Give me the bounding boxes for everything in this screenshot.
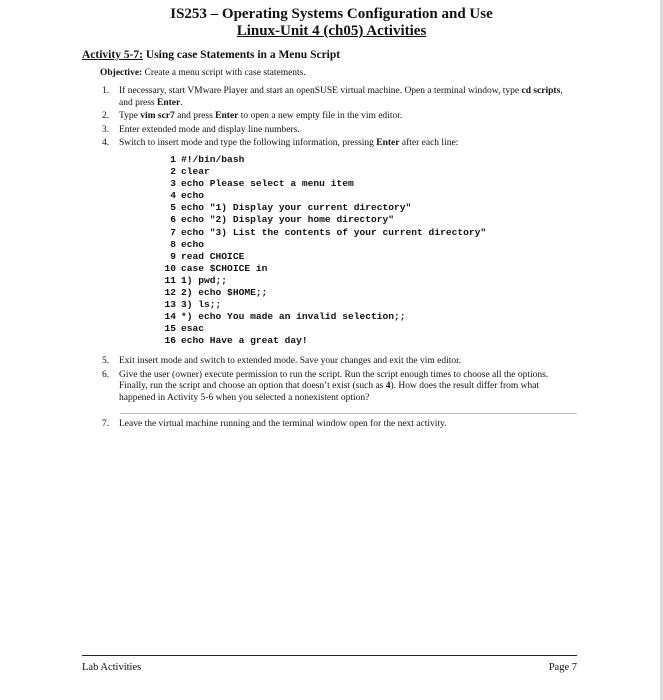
line-number: 14 — [164, 311, 176, 323]
step-text: Switch to insert mode and type the following information, pressing — [119, 138, 377, 148]
document-subtitle: Linux-Unit 4 (ch05) Activities — [236, 23, 427, 39]
step-number: 1. — [102, 86, 110, 96]
step-emphasis: 4 — [385, 381, 391, 391]
line-number: 13 — [164, 299, 176, 311]
code-text: clear — [181, 166, 210, 178]
line-number: 15 — [164, 323, 176, 335]
step-text: If necessary, start VMware Player and start an openSUSE virtual machine. Open a terminal window, type — [119, 86, 522, 96]
footer-left: Lab Activities — [82, 662, 142, 673]
code-line — [162, 287, 486, 299]
code-line — [162, 202, 486, 214]
step-text: . — [180, 97, 183, 108]
step-emphasis: Enter — [215, 111, 239, 121]
footer-page-number: Page 7 — [548, 662, 577, 673]
step-item — [102, 370, 577, 405]
line-number: 1 — [170, 154, 176, 165]
code-text: #!/bin/bash — [181, 154, 245, 165]
step-item — [102, 86, 577, 109]
line-number: 11 — [164, 274, 176, 286]
code-line — [162, 214, 486, 226]
step-text: , and press — [119, 86, 563, 108]
step-emphasis: Enter — [157, 97, 181, 108]
step-number: 2. — [102, 111, 110, 121]
step-text: Type — [119, 111, 141, 121]
code-text: case $CHOICE in — [181, 262, 268, 274]
activity-heading — [82, 49, 340, 61]
footer-divider — [82, 655, 577, 656]
line-number: 9 — [170, 250, 176, 262]
step-number: 6. — [102, 369, 110, 380]
code-text: *) echo You made an invalid selection;; — [181, 311, 406, 323]
code-text: echo Have a great day! — [181, 335, 308, 347]
code-line — [162, 239, 486, 251]
step-number: 5. — [102, 356, 110, 366]
step-item — [102, 419, 577, 431]
step-emphasis: vim scr7 — [140, 111, 175, 121]
step-text: Leave the virtual machine running and the terminal window open for the next activity. — [119, 419, 447, 429]
line-number: 6 — [170, 214, 176, 226]
code-text: echo — [181, 190, 205, 202]
code-text: echo — [181, 238, 205, 250]
activity-label: Activity 5-7: — [82, 49, 143, 61]
line-number: 10 — [164, 262, 176, 274]
steps-list — [102, 86, 577, 152]
code-listing — [162, 154, 486, 348]
code-line — [162, 335, 486, 347]
line-number: 2 — [170, 166, 176, 178]
code-line — [162, 227, 486, 239]
code-text: echo "1) Display your current directory" — [181, 202, 412, 214]
line-number: 4 — [170, 190, 176, 202]
objective-text: Create a menu script with case statements. — [142, 68, 306, 78]
code-line — [162, 251, 486, 263]
step-item — [102, 125, 577, 137]
code-line — [162, 178, 486, 190]
code-line — [162, 263, 486, 275]
objective — [100, 68, 306, 78]
step-emphasis: cd scripts — [521, 86, 561, 96]
step-text: ). How does the result differ from what happened in Activity 5-6 when you selected a nonexistent option? — [119, 381, 540, 403]
step-number: 7. — [102, 419, 110, 429]
line-number: 5 — [170, 202, 176, 214]
line-number: 7 — [170, 226, 176, 238]
code-line — [162, 275, 486, 287]
document-header — [0, 6, 663, 40]
line-number: 16 — [164, 335, 176, 347]
step-item — [102, 111, 577, 123]
answer-line — [120, 413, 577, 414]
code-line — [162, 154, 486, 166]
step-text: after each line: — [399, 138, 459, 148]
code-text: echo "3) List the contents of your current directory" — [181, 226, 487, 238]
code-line — [162, 299, 486, 311]
steps-list-continued — [102, 356, 577, 406]
code-line — [162, 166, 486, 178]
code-text: echo "2) Display your home directory" — [181, 214, 395, 226]
step-text: to open a new empty file in the vim editor. — [238, 111, 403, 121]
line-number: 8 — [170, 238, 176, 250]
code-line — [162, 190, 486, 202]
step-item — [102, 138, 577, 150]
document-title: IS253 – Operating Systems Configuration and Use — [170, 6, 493, 22]
step-text: Exit insert mode and switch to extended mode. Save your changes and exit the vim editor. — [119, 356, 462, 366]
line-number: 12 — [164, 287, 176, 299]
step-text: Give the user (owner) execute permission to run the script. Run the script enough times to choose all the options. Finally, run the script and choose an option that doesn’t exist (such as — [119, 369, 549, 391]
code-text: 1) pwd;; — [181, 274, 228, 286]
code-line — [162, 323, 486, 335]
code-line — [162, 311, 486, 323]
code-text: esac — [181, 323, 205, 335]
step-number: 3. — [102, 124, 110, 135]
code-text: 3) ls;; — [181, 299, 222, 311]
step-text: Enter extended mode and display line numbers. — [119, 124, 300, 135]
step-item — [102, 356, 577, 368]
step-emphasis: Enter — [376, 138, 400, 148]
code-text: 2) echo $HOME;; — [181, 287, 268, 299]
activity-title: Using case Statements in a Menu Script — [143, 49, 341, 61]
objective-label: Objective: — [100, 68, 143, 78]
steps-list-final — [102, 419, 577, 431]
step-number: 4. — [102, 138, 110, 148]
line-number: 3 — [170, 178, 176, 190]
step-text: and press — [174, 111, 216, 121]
code-text: echo Please select a menu item — [181, 178, 354, 190]
code-text: read CHOICE — [181, 250, 245, 262]
